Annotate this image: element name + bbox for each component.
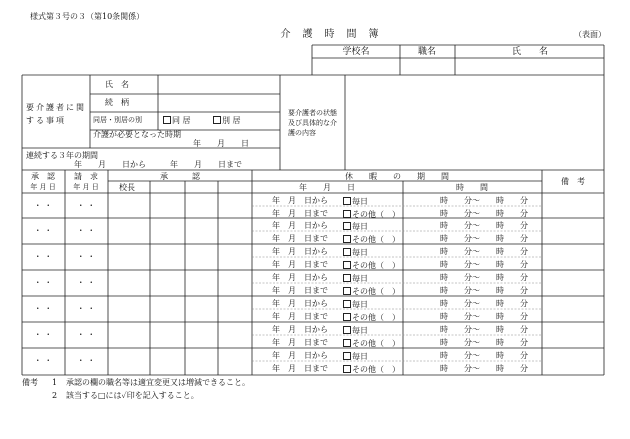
time-range: 時 分〜 時 分 <box>440 286 528 295</box>
every-day-option: 毎日 <box>343 248 368 257</box>
request-date-cell: ・ ・ <box>76 201 96 210</box>
time-header: 時 間 <box>456 183 488 192</box>
ymd-header: 年 月 日 <box>299 183 355 192</box>
time-range: 時 分〜 時 分 <box>440 260 528 269</box>
other-checkbox[interactable] <box>343 313 351 321</box>
separate-option: 別 居 <box>213 116 241 125</box>
care-name-label: 氏 名 <box>105 80 129 89</box>
every-day-option: 毎日 <box>343 300 368 309</box>
time-range: 時 分〜 時 分 <box>440 325 528 334</box>
notes-label: 備考 <box>22 378 38 387</box>
time-range: 時 分〜 時 分 <box>440 247 528 256</box>
every-day-checkbox[interactable] <box>343 248 351 256</box>
note-1-number: 1 <box>52 378 58 387</box>
request-date-cell: ・ ・ <box>76 278 96 287</box>
every-day-checkbox[interactable] <box>343 274 351 282</box>
other-checkbox[interactable] <box>343 210 351 218</box>
every-day-option: 毎日 <box>343 274 368 283</box>
approve-date-cell: ・ ・ <box>33 304 53 313</box>
request-date-cell: ・ ・ <box>76 226 96 235</box>
approve-date-cell: ・ ・ <box>33 252 53 261</box>
approve-date-cell: ・ ・ <box>33 201 53 210</box>
date-from: 年 月 日から <box>272 325 328 334</box>
other-checkbox[interactable] <box>343 365 351 373</box>
time-range: 時 分〜 時 分 <box>440 351 528 360</box>
condition-label: 要介護者の状態及び具体的な介護の内容 <box>288 109 337 137</box>
time-range: 時 分〜 時 分 <box>440 312 528 321</box>
leave-header: 休 暇 の 期 間 <box>345 172 449 181</box>
request-date-header: 請 求 <box>74 172 98 181</box>
other-option: その他（ ） <box>343 365 400 374</box>
request-date-cell: ・ ・ <box>76 330 96 339</box>
remarks-header: 備 考 <box>561 177 585 186</box>
position-label: 職名 <box>417 47 437 57</box>
date-to: 年 月 日まで <box>272 364 328 373</box>
need-label: 介護が必要となった時期 <box>93 130 181 139</box>
note-2-number: 2 <box>52 391 58 400</box>
form-number: 様式第３号の３（第10条関係） <box>30 12 145 21</box>
approve-date-cell: ・ ・ <box>33 278 53 287</box>
every-day-option: 毎日 <box>343 222 368 231</box>
every-day-option: 毎日 <box>343 197 368 206</box>
school-name-label: 学校名 <box>342 47 370 57</box>
note-1: 承認の欄の職名等は適宜変更又は増減できること。 <box>66 378 250 387</box>
document-title: 介 護 時 間 簿 <box>280 29 380 40</box>
every-day-checkbox[interactable] <box>343 222 351 230</box>
other-checkbox[interactable] <box>343 235 351 243</box>
time-range: 時 分〜 時 分 <box>440 364 528 373</box>
time-range: 時 分〜 時 分 <box>440 273 528 282</box>
every-day-checkbox[interactable] <box>343 300 351 308</box>
date-from: 年 月 日から <box>272 273 328 282</box>
time-range: 時 分〜 時 分 <box>440 338 528 347</box>
request-date-cell: ・ ・ <box>76 356 96 365</box>
approve-date-cell: ・ ・ <box>33 356 53 365</box>
other-option: その他（ ） <box>343 287 400 296</box>
need-date: 年 月 日 <box>193 139 249 148</box>
date-to: 年 月 日まで <box>272 234 328 243</box>
time-range: 時 分〜 時 分 <box>440 209 528 218</box>
date-from: 年 月 日から <box>272 196 328 205</box>
time-range: 時 分〜 時 分 <box>440 221 528 230</box>
date-to: 年 月 日まで <box>272 260 328 269</box>
date-to: 年 月 日まで <box>272 286 328 295</box>
every-day-option: 毎日 <box>343 326 368 335</box>
other-option: その他（ ） <box>343 339 400 348</box>
date-from: 年 月 日から <box>272 221 328 230</box>
other-checkbox[interactable] <box>343 339 351 347</box>
date-to: 年 月 日まで <box>272 338 328 347</box>
every-day-checkbox[interactable] <box>343 197 351 205</box>
note-2: 該当する□には✓印を記入すること。 <box>66 391 199 400</box>
time-range: 時 分〜 時 分 <box>440 234 528 243</box>
every-day-checkbox[interactable] <box>343 326 351 334</box>
principal-label: 校長 <box>119 183 135 192</box>
period-label: 連続する３年の期間 <box>26 151 98 160</box>
side-label: （表面） <box>574 30 606 39</box>
time-range: 時 分〜 時 分 <box>440 299 528 308</box>
approve-date-cell: ・ ・ <box>33 330 53 339</box>
relation-label: 続 柄 <box>105 98 129 107</box>
date-to: 年 月 日まで <box>272 209 328 218</box>
approve-date-header: 承 認 <box>31 172 55 181</box>
other-checkbox[interactable] <box>343 261 351 269</box>
request-date-cell: ・ ・ <box>76 304 96 313</box>
cohabit-option: 同 居 <box>163 116 191 125</box>
name-label: 氏 名 <box>511 47 549 57</box>
other-checkbox[interactable] <box>343 287 351 295</box>
approve-header: 承 認 <box>160 172 200 181</box>
date-to: 年 月 日まで <box>272 312 328 321</box>
date-from: 年 月 日から <box>272 299 328 308</box>
other-option: その他（ ） <box>343 313 400 322</box>
period-range: 年 月 日から 年 月 日まで <box>74 160 242 169</box>
cohabit-checkbox[interactable] <box>163 116 171 124</box>
cohabit-label: 同居・別居の別 <box>93 116 142 124</box>
every-day-option: 毎日 <box>343 352 368 361</box>
care-section-label: 要介護者に関する事項 <box>26 103 86 125</box>
date-from: 年 月 日から <box>272 247 328 256</box>
other-option: その他（ ） <box>343 235 400 244</box>
other-option: その他（ ） <box>343 210 400 219</box>
approve-date-cell: ・ ・ <box>33 226 53 235</box>
request-date-cell: ・ ・ <box>76 252 96 261</box>
time-range: 時 分〜 時 分 <box>440 196 528 205</box>
request-date-sub: 年 月 日 <box>73 183 99 191</box>
approve-date-sub: 年 月 日 <box>30 183 56 191</box>
separate-checkbox[interactable] <box>213 116 221 124</box>
date-from: 年 月 日から <box>272 351 328 360</box>
other-option: その他（ ） <box>343 261 400 270</box>
every-day-checkbox[interactable] <box>343 352 351 360</box>
